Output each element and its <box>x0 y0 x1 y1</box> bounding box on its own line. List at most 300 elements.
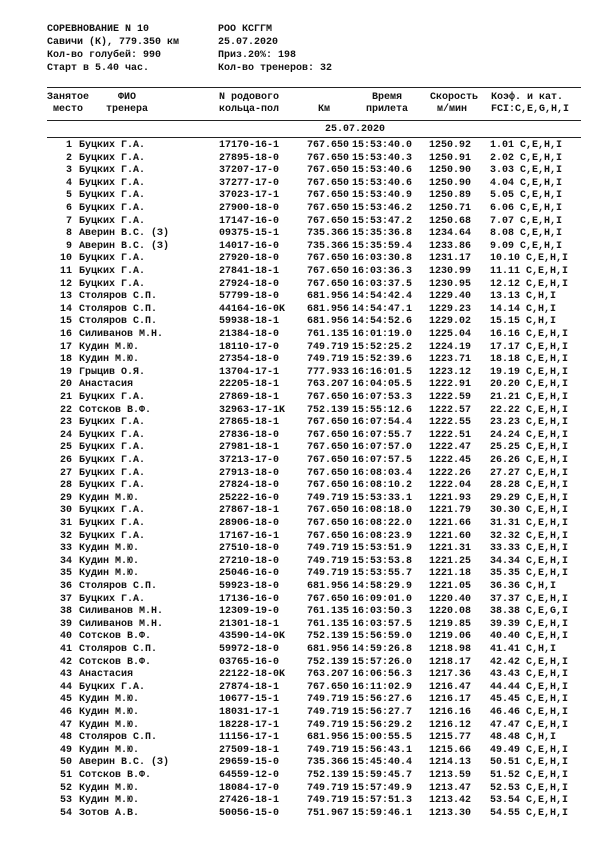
table-row <box>0 253 600 265</box>
distance-cell: 681.956 <box>307 303 350 315</box>
ring-number-cell: 22205-18-1 <box>219 379 280 391</box>
coefficient-category-cell: 42.42 C,E,H,I <box>490 656 569 668</box>
ring-number-cell: 37023-17-1 <box>219 190 280 202</box>
speed-cell: 1250.68 <box>429 215 472 227</box>
table-row <box>0 442 600 454</box>
arrival-time-cell: 16:03:50.3 <box>352 606 413 618</box>
coefficient-category-cell: 33.33 C,E,H,I <box>490 543 569 555</box>
speed-cell: 1218.17 <box>429 656 472 668</box>
table-row <box>0 178 600 190</box>
ring-number-cell: 27920-18-0 <box>219 253 280 265</box>
speed-cell: 1216.47 <box>429 681 472 693</box>
ring-number-cell: 27869-18-1 <box>219 392 280 403</box>
place-cell: 14 <box>59 303 72 315</box>
place-cell: 18 <box>59 354 72 366</box>
trainer-name-cell: Кудин М.Ю. <box>79 694 140 706</box>
arrival-time-cell: 16:01:19.0 <box>352 329 413 340</box>
ring-number-cell: 17136-16-0 <box>219 593 280 605</box>
trainer-name-cell: Анастасия <box>79 669 134 681</box>
table-row <box>0 228 600 240</box>
trainer-name-cell: Силиванов М.Н. <box>79 606 164 618</box>
place-cell: 11 <box>59 266 72 277</box>
ring-number-cell: 18110-17-0 <box>219 341 280 353</box>
place-cell: 39 <box>59 618 72 630</box>
speed-cell: 1216.17 <box>429 694 472 706</box>
trainer-name-cell: Буцких Г.А. <box>79 215 146 227</box>
ring-number-cell: 27867-18-1 <box>219 505 280 517</box>
trainer-name-cell: Сотсков В.Ф. <box>79 656 152 668</box>
place-cell: 43 <box>59 669 72 681</box>
ring-number-cell: 18228-17-1 <box>219 719 280 731</box>
table-row <box>0 153 600 165</box>
ring-number-cell: 32963-17-1K <box>219 404 286 416</box>
place-cell: 6 <box>65 203 72 214</box>
coefficient-category-cell: 27.27 C,E,H,I <box>490 467 569 479</box>
arrival-time-cell: 15:53:40.3 <box>352 152 413 164</box>
place-cell: 50 <box>59 757 72 769</box>
ring-number-cell: 27895-18-0 <box>219 152 280 164</box>
col-name-header-2: тренера <box>106 104 149 115</box>
speed-cell: 1250.71 <box>429 203 472 214</box>
coefficient-category-cell: 46.46 C,E,H,I <box>490 707 569 718</box>
place-cell: 37 <box>59 593 72 605</box>
table-row <box>0 190 600 202</box>
organization-name: РОО КСГГМ <box>218 24 273 35</box>
date-row: 25.07.2020 <box>325 124 386 135</box>
coefficient-category-cell: 6.06 C,E,H,I <box>490 203 563 214</box>
coefficient-category-cell: 19.19 C,E,H,I <box>490 366 569 378</box>
arrival-time-cell: 14:54:52.6 <box>352 316 413 328</box>
trainer-name-cell: Кудин М.Ю. <box>79 568 140 580</box>
place-cell: 3 <box>65 165 72 177</box>
arrival-time-cell: 16:03:36.3 <box>352 266 413 277</box>
ring-number-cell: 10677-15-1 <box>219 694 280 706</box>
distance-cell: 752.139 <box>307 404 350 416</box>
ring-number-cell: 59923-18-0 <box>219 581 280 592</box>
speed-cell: 1222.55 <box>429 417 472 429</box>
header-divider-bottom <box>47 120 581 121</box>
speed-cell: 1224.19 <box>429 341 472 353</box>
distance-cell: 749.719 <box>307 354 350 366</box>
distance-cell: 767.650 <box>307 177 350 189</box>
arrival-time-cell: 14:54:47.1 <box>352 303 413 315</box>
place-cell: 49 <box>59 744 72 756</box>
ring-number-cell: 28906-18-0 <box>219 518 280 529</box>
trainer-name-cell: Буцких Г.А. <box>79 593 146 605</box>
speed-cell: 1215.66 <box>429 744 472 756</box>
speed-cell: 1250.90 <box>429 165 472 177</box>
arrival-time-cell: 16:08:23.9 <box>352 530 413 542</box>
distance-cell: 767.650 <box>307 203 350 214</box>
speed-cell: 1225.04 <box>429 329 472 340</box>
distance-cell: 752.139 <box>307 656 350 668</box>
arrival-time-cell: 15:59:46.1 <box>352 807 413 819</box>
coefficient-category-cell: 49.49 C,E,H,I <box>490 744 569 756</box>
trainer-name-cell: Столяров С.П. <box>79 644 158 655</box>
ring-number-cell: 27841-18-1 <box>219 266 280 277</box>
distance-cell: 749.719 <box>307 555 350 567</box>
table-row <box>0 631 600 643</box>
distance-cell: 767.650 <box>307 253 350 265</box>
coefficient-category-cell: 24.24 C,E,H,I <box>490 429 569 441</box>
table-row <box>0 203 600 215</box>
arrival-time-cell: 15:45:40.4 <box>352 757 413 769</box>
table-row <box>0 329 600 341</box>
speed-cell: 1221.25 <box>429 555 472 567</box>
ring-number-cell: 37277-17-0 <box>219 177 280 189</box>
trainer-name-cell: Столяров С.П. <box>79 291 158 303</box>
col-place-header-1: Занятое <box>47 92 90 103</box>
speed-cell: 1222.59 <box>429 392 472 403</box>
place-cell: 2 <box>65 152 72 164</box>
coefficient-category-cell: 5.05 C,E,H,I <box>490 190 563 202</box>
speed-cell: 1231.17 <box>429 253 472 265</box>
distance-cell: 767.650 <box>307 593 350 605</box>
arrival-time-cell: 15:55:12.6 <box>352 404 413 416</box>
trainer-name-cell: Зотов А.В. <box>79 807 140 819</box>
coefficient-category-cell: 9.09 C,E,H,I <box>490 240 563 252</box>
distance-cell: 749.719 <box>307 744 350 756</box>
table-row <box>0 417 600 429</box>
speed-cell: 1218.98 <box>429 644 472 655</box>
distance-cell: 767.650 <box>307 455 350 466</box>
ring-number-cell: 59972-18-0 <box>219 644 280 655</box>
distance-cell: 749.719 <box>307 694 350 706</box>
place-cell: 38 <box>59 606 72 618</box>
table-row <box>0 405 600 417</box>
trainer-name-cell: Буцких Г.А. <box>79 480 146 492</box>
trainer-name-cell: Аверин В.С. (З) <box>79 757 170 769</box>
place-cell: 10 <box>59 253 72 265</box>
distance-cell: 752.139 <box>307 770 350 781</box>
trainer-name-cell: Кудин М.Ю. <box>79 555 140 567</box>
distance-cell: 735.366 <box>307 228 350 240</box>
place-cell: 51 <box>59 770 72 781</box>
distance-cell: 763.207 <box>307 379 350 391</box>
trainer-name-cell: Столяров С.П. <box>79 303 158 315</box>
trainer-name-cell: Буцких Г.А. <box>79 455 146 466</box>
speed-cell: 1250.92 <box>429 140 472 151</box>
table-row <box>0 795 600 807</box>
place-cell: 32 <box>59 530 72 542</box>
arrival-time-cell: 16:06:56.3 <box>352 669 413 681</box>
speed-cell: 1234.64 <box>429 228 472 240</box>
arrival-time-cell: 16:03:30.8 <box>352 253 413 265</box>
arrival-time-cell: 15:53:33.1 <box>352 492 413 504</box>
table-row <box>0 543 600 555</box>
distance-cell: 767.650 <box>307 392 350 403</box>
coefficient-category-cell: 4.04 C,E,H,I <box>490 177 563 189</box>
distance-cell: 767.650 <box>307 417 350 429</box>
table-row <box>0 455 600 467</box>
table-row <box>0 531 600 543</box>
place-cell: 42 <box>59 656 72 668</box>
col-speed-header-2: м/мин <box>437 104 468 115</box>
arrival-time-cell: 16:07:54.4 <box>352 417 413 429</box>
arrival-time-cell: 16:08:10.2 <box>352 480 413 492</box>
trainer-name-cell: Буцких Г.А. <box>79 266 146 277</box>
place-cell: 19 <box>59 366 72 378</box>
table-row <box>0 316 600 328</box>
trainer-name-cell: Кудин М.Ю. <box>79 341 140 353</box>
arrival-time-cell: 16:11:02.9 <box>352 681 413 693</box>
table-row <box>0 757 600 769</box>
arrival-time-cell: 15:56:43.1 <box>352 744 413 756</box>
trainer-name-cell: Буцких Г.А. <box>79 467 146 479</box>
ring-number-cell: 17167-16-1 <box>219 530 280 542</box>
arrival-time-cell: 15:53:40.0 <box>352 140 413 151</box>
col-time-header-2: прилета <box>366 104 409 115</box>
distance-cell: 749.719 <box>307 707 350 718</box>
coefficient-category-cell: 39.39 C,E,H,I <box>490 618 569 630</box>
distance-cell: 767.650 <box>307 152 350 164</box>
trainer-name-cell: Аверин В.С. (З) <box>79 240 170 252</box>
ring-number-cell: 27900-18-0 <box>219 203 280 214</box>
coefficient-category-cell: 3.03 C,E,H,I <box>490 165 563 177</box>
arrival-time-cell: 16:08:03.4 <box>352 467 413 479</box>
place-cell: 17 <box>59 341 72 353</box>
speed-cell: 1233.86 <box>429 240 472 252</box>
distance-cell: 681.956 <box>307 581 350 592</box>
trainer-name-cell: Буцких Г.А. <box>79 152 146 164</box>
coefficient-category-cell: 32.32 C,E,H,I <box>490 530 569 542</box>
release-point: Савичи (К), 779.350 км <box>47 37 180 48</box>
distance-cell: 767.650 <box>307 442 350 454</box>
table-row <box>0 619 600 631</box>
ring-number-cell: 27210-18-0 <box>219 555 280 567</box>
table-row <box>0 342 600 354</box>
table-row <box>0 808 600 820</box>
trainer-name-cell: Кудин М.Ю. <box>79 782 140 794</box>
distance-cell: 749.719 <box>307 543 350 555</box>
place-cell: 48 <box>59 732 72 744</box>
coefficient-category-cell: 40.40 C,E,H,I <box>490 631 569 643</box>
coefficient-category-cell: 23.23 C,E,H,I <box>490 417 569 429</box>
col-time-header-1: Время <box>372 92 403 103</box>
coefficient-category-cell: 34.34 C,E,H,I <box>490 555 569 567</box>
ring-number-cell: 14017-16-0 <box>219 240 280 252</box>
ring-number-cell: 25046-16-0 <box>219 568 280 580</box>
place-cell: 5 <box>65 190 72 202</box>
speed-cell: 1220.08 <box>429 606 472 618</box>
arrival-time-cell: 16:16:01.5 <box>352 366 413 378</box>
ring-number-cell: 27824-18-0 <box>219 480 280 492</box>
place-cell: 30 <box>59 505 72 517</box>
coefficient-category-cell: 10.10 C,E,H,I <box>490 253 569 265</box>
trainer-name-cell: Буцких Г.А. <box>79 681 146 693</box>
speed-cell: 1221.18 <box>429 568 472 580</box>
coefficient-category-cell: 31.31 C,E,H,I <box>490 518 569 529</box>
ring-number-cell: 17147-16-0 <box>219 215 280 227</box>
arrival-time-cell: 15:56:27.6 <box>352 694 413 706</box>
speed-cell: 1213.59 <box>429 770 472 781</box>
table-row <box>0 392 600 404</box>
pigeon-count: Кол-во голубей: 990 <box>47 50 162 61</box>
trainer-name-cell: Буцких Г.А. <box>79 442 146 454</box>
ring-number-cell: 27510-18-0 <box>219 543 280 555</box>
place-cell: 7 <box>65 215 72 227</box>
speed-cell: 1222.04 <box>429 480 472 492</box>
arrival-time-cell: 15:52:25.2 <box>352 341 413 353</box>
arrival-time-cell: 14:54:42.4 <box>352 291 413 303</box>
place-cell: 40 <box>59 631 72 643</box>
arrival-time-cell: 16:08:18.0 <box>352 505 413 517</box>
place-cell: 46 <box>59 707 72 718</box>
prize-count: Приз.20%: 198 <box>218 50 297 61</box>
speed-cell: 1214.13 <box>429 757 472 769</box>
speed-cell: 1222.26 <box>429 467 472 479</box>
arrival-time-cell: 16:07:57.5 <box>352 455 413 466</box>
distance-cell: 735.366 <box>307 240 350 252</box>
table-row <box>0 581 600 593</box>
speed-cell: 1222.51 <box>429 429 472 441</box>
distance-cell: 767.650 <box>307 165 350 177</box>
trainer-name-cell: Кудин М.Ю. <box>79 719 140 731</box>
table-row <box>0 304 600 316</box>
col-km-header: Км <box>318 104 331 115</box>
distance-cell: 681.956 <box>307 644 350 655</box>
trainer-name-cell: Кудин М.Ю. <box>79 744 140 756</box>
arrival-time-cell: 15:59:45.7 <box>352 770 413 781</box>
speed-cell: 1250.89 <box>429 190 472 202</box>
trainer-name-cell: Кудин М.Ю. <box>79 543 140 555</box>
trainer-name-cell: Буцких Г.А. <box>79 165 146 177</box>
trainer-name-cell: Столяров С.П. <box>79 732 158 744</box>
arrival-time-cell: 15:53:55.7 <box>352 568 413 580</box>
place-cell: 41 <box>59 644 72 655</box>
ring-number-cell: 27865-18-1 <box>219 417 280 429</box>
arrival-time-cell: 15:53:46.2 <box>352 203 413 214</box>
speed-cell: 1229.02 <box>429 316 472 328</box>
place-cell: 1 <box>65 140 72 151</box>
arrival-time-cell: 15:35:59.4 <box>352 240 413 252</box>
distance-cell: 681.956 <box>307 316 350 328</box>
start-time: Старт в 5.40 час. <box>47 63 150 74</box>
ring-number-cell: 18031-17-1 <box>219 707 280 718</box>
place-cell: 34 <box>59 555 72 567</box>
distance-cell: 761.135 <box>307 618 350 630</box>
ring-number-cell: 27836-18-0 <box>219 429 280 441</box>
speed-cell: 1221.05 <box>429 581 472 592</box>
arrival-time-cell: 15:56:27.7 <box>352 707 413 718</box>
arrival-time-cell: 15:53:40.6 <box>352 177 413 189</box>
ring-number-cell: 37213-17-0 <box>219 455 280 466</box>
coefficient-category-cell: 38.38 C,E,G,I <box>490 606 569 618</box>
arrival-time-cell: 15:53:40.9 <box>352 190 413 202</box>
distance-cell: 735.366 <box>307 757 350 769</box>
distance-cell: 767.650 <box>307 530 350 542</box>
distance-cell: 767.650 <box>307 505 350 517</box>
trainer-name-cell: Буцких Г.А. <box>79 253 146 265</box>
distance-cell: 767.650 <box>307 467 350 479</box>
distance-cell: 767.650 <box>307 215 350 227</box>
arrival-time-cell: 15:52:39.6 <box>352 354 413 366</box>
ring-number-cell: 37207-17-0 <box>219 165 280 177</box>
coefficient-category-cell: 22.22 C,E,H,I <box>490 404 569 416</box>
table-row <box>0 694 600 706</box>
table-row <box>0 354 600 366</box>
table-row <box>0 732 600 744</box>
arrival-time-cell: 16:09:01.0 <box>352 593 413 605</box>
arrival-time-cell: 14:58:29.9 <box>352 581 413 592</box>
coefficient-category-cell: 11.11 C,E,H,I <box>490 266 569 277</box>
arrival-time-cell: 15:53:53.8 <box>352 555 413 567</box>
distance-cell: 751.967 <box>307 807 350 819</box>
place-cell: 52 <box>59 782 72 794</box>
arrival-time-cell: 16:04:05.5 <box>352 379 413 391</box>
coefficient-category-cell: 28.28 C,E,H,I <box>490 480 569 492</box>
coefficient-category-cell: 15.15 C,H,I <box>490 316 557 328</box>
col-coef-header-1: Коэф. и кат. <box>491 92 564 103</box>
coefficient-category-cell: 20.20 C,E,H,I <box>490 379 569 391</box>
coefficient-category-cell: 16.16 C,E,H,I <box>490 329 569 340</box>
arrival-time-cell: 15:56:29.2 <box>352 719 413 731</box>
trainer-name-cell: Столяров С.П. <box>79 581 158 592</box>
trainer-name-cell: Силиванов М.Н. <box>79 618 164 630</box>
trainer-name-cell: Буцких Г.А. <box>79 392 146 403</box>
coefficient-category-cell: 2.02 C,E,H,I <box>490 152 563 164</box>
distance-cell: 767.650 <box>307 140 350 151</box>
coefficient-category-cell: 25.25 C,E,H,I <box>490 442 569 454</box>
trainer-name-cell: Буцких Г.А. <box>79 417 146 429</box>
trainer-count: Кол-во тренеров: 32 <box>218 63 333 74</box>
trainer-name-cell: Буцких Г.А. <box>79 190 146 202</box>
trainer-name-cell: Кудин М.Ю. <box>79 354 140 366</box>
place-cell: 20 <box>59 379 72 391</box>
coefficient-category-cell: 30.30 C,E,H,I <box>490 505 569 517</box>
ring-number-cell: 59938-18-1 <box>219 316 280 328</box>
trainer-name-cell: Буцких Г.А. <box>79 278 146 290</box>
speed-cell: 1230.99 <box>429 266 472 277</box>
place-cell: 8 <box>65 228 72 240</box>
place-cell: 26 <box>59 455 72 466</box>
speed-cell: 1221.93 <box>429 492 472 504</box>
place-cell: 27 <box>59 467 72 479</box>
arrival-time-cell: 16:07:55.7 <box>352 429 413 441</box>
col-coef-header-2: FCI:C,E,G,H,I <box>491 104 570 115</box>
place-cell: 47 <box>59 719 72 731</box>
trainer-name-cell: Кудин М.Ю. <box>79 492 140 504</box>
table-row <box>0 720 600 732</box>
ring-number-cell: 27913-18-0 <box>219 467 280 479</box>
table-row <box>0 657 600 669</box>
ring-number-cell: 43590-14-0K <box>219 631 286 643</box>
trainer-name-cell: Буцких Г.А. <box>79 140 146 151</box>
speed-cell: 1222.47 <box>429 442 472 454</box>
place-cell: 35 <box>59 568 72 580</box>
table-row <box>0 745 600 757</box>
coefficient-category-cell: 12.12 C,E,H,I <box>490 278 569 290</box>
coefficient-category-cell: 17.17 C,E,H,I <box>490 341 569 353</box>
trainer-name-cell: Силиванов М.Н. <box>79 329 164 340</box>
col-place-header-2: место <box>53 104 84 115</box>
arrival-time-cell: 15:00:55.5 <box>352 732 413 744</box>
trainer-name-cell: Буцких Г.А. <box>79 203 146 214</box>
ring-number-cell: 27426-18-1 <box>219 795 280 807</box>
speed-cell: 1213.42 <box>429 795 472 807</box>
place-cell: 23 <box>59 417 72 429</box>
speed-cell: 1219.06 <box>429 631 472 643</box>
trainer-name-cell: Сотсков В.Ф. <box>79 631 152 643</box>
coefficient-category-cell: 7.07 C,E,H,I <box>490 215 563 227</box>
speed-cell: 1250.91 <box>429 152 472 164</box>
trainer-name-cell: Буцких Г.А. <box>79 429 146 441</box>
table-row <box>0 682 600 694</box>
ring-number-cell: 27924-18-0 <box>219 278 280 290</box>
place-cell: 31 <box>59 518 72 529</box>
trainer-name-cell: Буцких Г.А. <box>79 177 146 189</box>
place-cell: 4 <box>65 177 72 189</box>
